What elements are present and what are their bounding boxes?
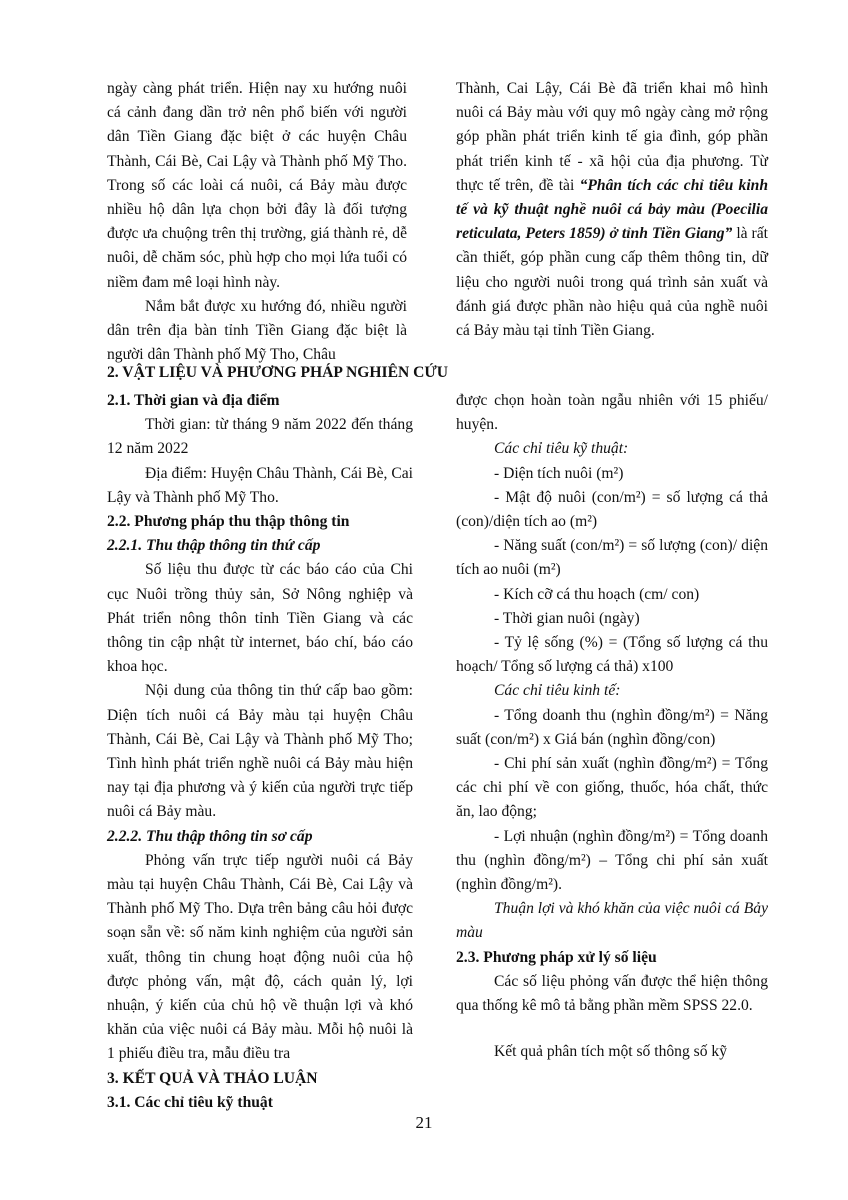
paragraph: Nội dung của thông tin thứ cấp bao gồm: Diện tích nuôi cá Bảy màu tại huyện Châu Thành, Cái Bè, Cai Lậy và Thành phố Mỹ Tho; Tình hình phát triển nghề nuôi cá Bảy màu hiện nay tại địa phương và ý kiến của người trực tiếp nuôi cá Bảy màu.: [107, 682, 413, 821]
heading-3: 3. KẾT QUẢ VÀ THẢO LUẬN: [107, 1069, 318, 1087]
list-item: - Tổng doanh thu (nghìn đồng/m²) = Năng suất (con/m²) x Giá bán (nghìn đồng/con): [456, 706, 768, 748]
list-item: - Lợi nhuận (nghìn đồng/m²) = Tổng doanh thu (nghìn đồng/m²) – Tổng chi phí sản xuất (nghìn đồng/m²).: [456, 827, 768, 894]
heading-2-2-1: 2.2.1. Thu thập thông tin thứ cấp: [107, 537, 321, 555]
heading-2-3: 2.3. Phương pháp xử lý số liệu: [456, 948, 657, 966]
paragraph: Thành, Cai Lậy, Cái Bè đã triển khai mô hình nuôi cá Bảy màu với quy mô ngày càng mở rộng góp phần phát triển kinh tế gia đình, góp phần phát triển kinh tế - xã hội của địa phương. Từ thực tế trên, đề tài “Phân tích các chỉ tiêu kinh tế và kỹ thuật nghề nuôi cá bảy màu (Poecilia reticulata, Peters 1859) ở tỉnh Tiền Giang” là rất cần thiết, góp phần cung cấp thêm thông tin, dữ liệu cho người nuôi trong quá trình sản xuất và đánh giá được phần nào hiệu quả của nghề nuôi cá Bảy màu tại tỉnh Tiền Giang.: [456, 80, 769, 340]
paragraph: Số liệu thu được từ các báo cáo của Chi cục Nuôi trồng thủy sản, Sở Nông nghiệp và Phát triển nông thôn tỉnh Tiền Giang và các thông tin cập nhật từ internet, báo chí, báo cáo khoa học.: [107, 561, 413, 676]
top-left-column: [107, 77, 407, 367]
top-right-column: [456, 77, 768, 343]
paragraph: Kết quả phân tích một số thông số kỹ: [494, 1043, 728, 1061]
list-item: - Diện tích nuôi (m²): [494, 464, 624, 482]
page-number: 21: [415, 1113, 433, 1132]
time-paragraph: Thời gian: từ tháng 9 năm 2022 đến tháng 12 năm 2022: [107, 416, 413, 458]
tech-indicators-title: Các chỉ tiêu kỹ thuật:: [494, 440, 629, 458]
list-item: - Kích cỡ cá thu hoạch (cm/ con): [494, 585, 700, 603]
paragraph: được chọn hoàn toàn ngẫu nhiên với 15 phiếu/ huyện.: [456, 392, 768, 434]
right-column: [456, 389, 768, 1064]
heading-2-2-2: 2.2.2. Thu thập thông tin sơ cấp: [107, 827, 313, 845]
list-item: - Năng suất (con/m²) = số lượng (con)/ diện tích ao nuôi (m²): [456, 537, 768, 579]
heading-2-2: 2.2. Phương pháp thu thập thông tin: [107, 513, 350, 531]
heading-3-1: 3.1. Các chỉ tiêu kỹ thuật: [107, 1093, 273, 1111]
study-title: “Phân tích các chỉ tiêu kinh tế và kỹ thuật nghề nuôi cá bảy màu (Poecilia reticulata, Peters 1859) ở tỉnh Tiền Giang”: [456, 176, 768, 243]
list-item: - Tỷ lệ sống (%) = (Tổng số lượng cá thu hoạch/ Tổng số lượng cá thả) x100: [456, 634, 768, 676]
paragraph: Phỏng vấn trực tiếp người nuôi cá Bảy màu tại huyện Châu Thành, Cái Bè, Cai Lậy và Thành phố Mỹ Tho. Dựa trên bảng câu hỏi được soạn sẵn về: số năm kinh nghiệm của người sản xuất, thông tin chung hoạt động nuôi của hộ được phỏng vấn, mật độ, cách quản lý, lợi nhuận, ý kiến của chủ hộ về thuận lợi và khó khăn của việc nuôi cá Bảy màu. Mỗi hộ nuôi là 1 phiếu điều tra, mẫu điều tra: [107, 851, 413, 1063]
econ-indicators-title: Các chỉ tiêu kinh tế:: [494, 682, 621, 700]
heading-2-1: 2.1. Thời gian và địa điểm: [107, 392, 280, 409]
section-2-heading: 2. VẬT LIỆU VÀ PHƯƠNG PHÁP NGHIÊN CỨU: [107, 364, 449, 381]
list-item: - Mật độ nuôi (con/m²) = số lượng cá thả (con)/diện tích ao (m²): [456, 488, 768, 531]
paragraph: Nắm bắt được xu hướng đó, nhiều người dân trên địa bàn tỉnh Tiền Giang đặc biệt là người dân Thành phố Mỹ Tho, Châu: [107, 297, 407, 364]
advantages-title: Thuận lợi và khó khăn của việc nuôi cá Bảy màu: [456, 900, 768, 942]
left-column: [107, 389, 413, 1115]
list-item: - Thời gian nuôi (ngày): [494, 609, 640, 627]
paragraph: Các số liệu phỏng vấn được thể hiện thông qua thống kê mô tả bằng phần mềm SPSS 22.0.: [456, 972, 768, 1015]
paragraph: ngày càng phát triển. Hiện nay xu hướng nuôi cá cảnh đang dần trở nên phổ biến với người dân Tiền Giang đặc biệt ở các huyện Châu Thành, Cái Bè, Cai Lậy và Thành phố Mỹ Tho. Trong số các loài cá nuôi, cá Bảy màu được nhiều hộ dân lựa chọn bởi đây là đối tượng được ưa chuộng trên thị trường, giá thành rẻ, dễ nuôi, dễ chăm sóc, phù hợp cho mọi lứa tuổi có niềm đam mê loại hình này.: [107, 80, 407, 291]
list-item: - Chi phí sản xuất (nghìn đồng/m²) = Tổng các chi phí về con giống, thuốc, hóa chất, thức ăn, lao động;: [456, 755, 768, 821]
place-paragraph: Địa điểm: Huyện Châu Thành, Cái Bè, Cai Lậy và Thành phố Mỹ Tho.: [107, 464, 413, 506]
